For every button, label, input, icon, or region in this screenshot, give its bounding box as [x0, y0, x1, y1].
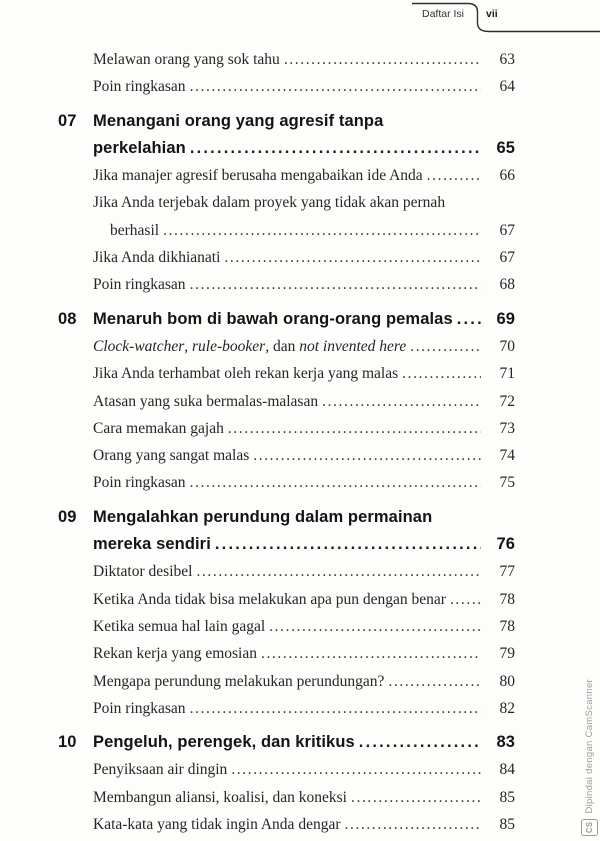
chapter-entries — [93, 333, 515, 497]
dot-leader — [227, 756, 481, 783]
page-number: 78 — [499, 590, 515, 608]
dot-leader — [347, 784, 481, 811]
chapter-number: 09 — [58, 507, 77, 526]
dot-leader — [186, 271, 481, 298]
entry-title: Cara memakan gajah — [93, 419, 224, 437]
dot-leader — [224, 415, 481, 442]
entry-title: Ketika Anda tidak bisa melakukan apa pun dengan benar — [93, 590, 446, 608]
chapter-entries — [93, 162, 515, 298]
entry-title: Membangun aliansi, koalisi, dan koneksi — [93, 788, 347, 806]
page-number: 73 — [499, 419, 515, 437]
chapter-title: mereka sendiri — [93, 535, 211, 554]
page-number: 77 — [499, 563, 515, 581]
toc-entry — [93, 442, 515, 469]
toc-list — [58, 46, 515, 838]
page-number: 75 — [499, 474, 515, 492]
toc-entry — [93, 415, 515, 442]
dot-leader — [398, 360, 481, 387]
toc-entry — [93, 271, 515, 298]
page-number: 82 — [499, 699, 515, 717]
chapter-heading — [58, 306, 515, 333]
dot-leader — [446, 586, 481, 613]
page-number: 67 — [499, 249, 515, 267]
entry-title: berhasil — [110, 221, 160, 239]
page-number: 83 — [496, 733, 515, 752]
toc-entry — [93, 811, 515, 838]
dot-leader — [186, 73, 481, 100]
page-number: 76 — [496, 535, 515, 554]
header-section-label: Daftar Isi — [422, 8, 465, 20]
dot-leader — [249, 442, 481, 469]
dot-leader — [384, 668, 481, 695]
header-page-number: vii — [486, 8, 498, 20]
toc-entry — [93, 189, 515, 216]
dot-leader — [159, 217, 481, 244]
toc-entry — [93, 695, 515, 722]
toc-entry — [93, 73, 515, 100]
toc-entry — [93, 469, 515, 496]
dot-leader — [280, 46, 481, 73]
plain-text: , dan — [265, 337, 300, 355]
page-number: 63 — [499, 51, 515, 68]
page-number: 85 — [499, 816, 515, 834]
chapter-heading — [58, 504, 515, 531]
camscanner-logo-icon: CS — [581, 819, 598, 836]
chapter-entries — [93, 756, 515, 838]
entry-title: Poin ringkasan — [93, 78, 186, 96]
page-number: 67 — [499, 221, 515, 239]
dot-leader — [355, 729, 481, 756]
page-number: 68 — [499, 276, 515, 294]
chapter-heading — [58, 729, 515, 756]
entry-title — [93, 333, 406, 360]
toc-entry — [93, 333, 515, 360]
entry-title: Jika Anda terjebak dalam proyek yang tidak akan pernah — [93, 194, 446, 212]
dot-leader — [186, 135, 481, 162]
dot-leader — [192, 558, 481, 585]
page-number: 84 — [499, 761, 515, 779]
watermark-label: Dipindai dengan CamScanner — [584, 679, 595, 814]
chapter-block — [58, 729, 515, 838]
chapter-heading-line2 — [93, 135, 515, 162]
entry-title: Jika Anda terhambat oleh rekan kerja yang malas — [93, 365, 399, 383]
dot-leader — [423, 162, 481, 189]
entry-title: Poin ringkasan — [93, 699, 186, 717]
entry-title: Diktator desibel — [93, 563, 193, 581]
toc-entry — [93, 360, 515, 387]
chapter-title: Pengeluh, perengek, dan kritikus — [93, 733, 355, 752]
page-number: 74 — [499, 447, 515, 465]
chapter-number: 08 — [58, 309, 77, 328]
chapter-block — [58, 504, 515, 722]
entry-title: Ketika semua hal lain gagal — [93, 617, 266, 635]
camscanner-watermark — [581, 679, 598, 836]
entry-title: Mengapa perundung melakukan perundungan? — [93, 672, 385, 690]
toc-entry — [93, 558, 515, 585]
chapter-block — [58, 306, 515, 497]
chapter-heading-line2 — [93, 531, 515, 558]
dot-leader — [220, 244, 481, 271]
page-number: 85 — [499, 788, 515, 806]
entry-title: Poin ringkasan — [93, 474, 186, 492]
page-number: 78 — [499, 617, 515, 635]
page-number: 72 — [499, 392, 515, 410]
italic-term: Clock-watcher — [93, 337, 185, 355]
page-number: 64 — [499, 78, 515, 96]
italic-term: rule-booker — [192, 337, 266, 355]
chapter-number: 07 — [58, 111, 77, 130]
toc-entry — [93, 244, 515, 271]
chapter-title: Menaruh bom di bawah orang-orang pemalas — [93, 309, 453, 328]
entry-title: Jika Anda dikhianati — [93, 249, 221, 267]
entry-title: Kata-kata yang tidak ingin Anda dengar — [93, 816, 341, 834]
dot-leader — [186, 695, 481, 722]
toc-entry — [93, 586, 515, 613]
toc-entry — [93, 388, 515, 415]
entry-title: Poin ringkasan — [93, 276, 186, 294]
chapter-block — [58, 108, 515, 299]
entry-title: Atasan yang suka bermalas-malasan — [93, 392, 319, 410]
italic-term: not invented here — [299, 337, 407, 355]
page-number: 69 — [496, 309, 515, 328]
chapter-title: perkelahian — [93, 138, 186, 157]
toc-entry — [93, 162, 515, 189]
entry-title: Penyiksaan air dingin — [93, 761, 228, 779]
entry-title: Orang yang sangat malas — [93, 447, 250, 465]
chapter-heading — [58, 108, 515, 135]
entry-title: Melawan orang yang sok tahu — [93, 51, 280, 68]
dot-leader — [186, 469, 481, 496]
toc-entry — [93, 756, 515, 783]
chapter-entries — [93, 558, 515, 722]
leading-entry-row — [93, 73, 515, 100]
chapter-title: Menangani orang yang agresif tanpa — [93, 111, 384, 130]
toc-entry-wrap — [93, 217, 515, 244]
dot-leader — [341, 811, 482, 838]
page-number: 71 — [499, 365, 515, 383]
chapter-title: Mengalahkan perundung dalam permainan — [93, 507, 433, 526]
dot-leader — [318, 388, 481, 415]
toc-entry — [93, 668, 515, 695]
page-number: 80 — [499, 672, 515, 690]
dot-leader — [211, 531, 481, 558]
toc-entry — [93, 46, 515, 73]
dot-leader — [406, 333, 481, 360]
header-tab-line — [0, 0, 600, 36]
entry-title: Jika manajer agresif berusaha mengabaikan ide Anda — [93, 167, 423, 185]
page-number: 70 — [499, 337, 515, 355]
plain-text: , — [184, 337, 193, 355]
dot-leader — [257, 640, 481, 667]
toc-entry — [93, 784, 515, 811]
dot-leader — [265, 613, 481, 640]
leading-entry-row — [93, 46, 515, 73]
toc-entry — [93, 640, 515, 667]
page-number: 66 — [499, 167, 515, 185]
toc-entry — [93, 613, 515, 640]
page-number: 79 — [499, 645, 515, 663]
dot-leader — [453, 306, 481, 333]
chapter-number: 10 — [58, 733, 77, 752]
page-number: 65 — [496, 138, 515, 157]
entry-title: Rekan kerja yang emosian — [93, 645, 257, 663]
